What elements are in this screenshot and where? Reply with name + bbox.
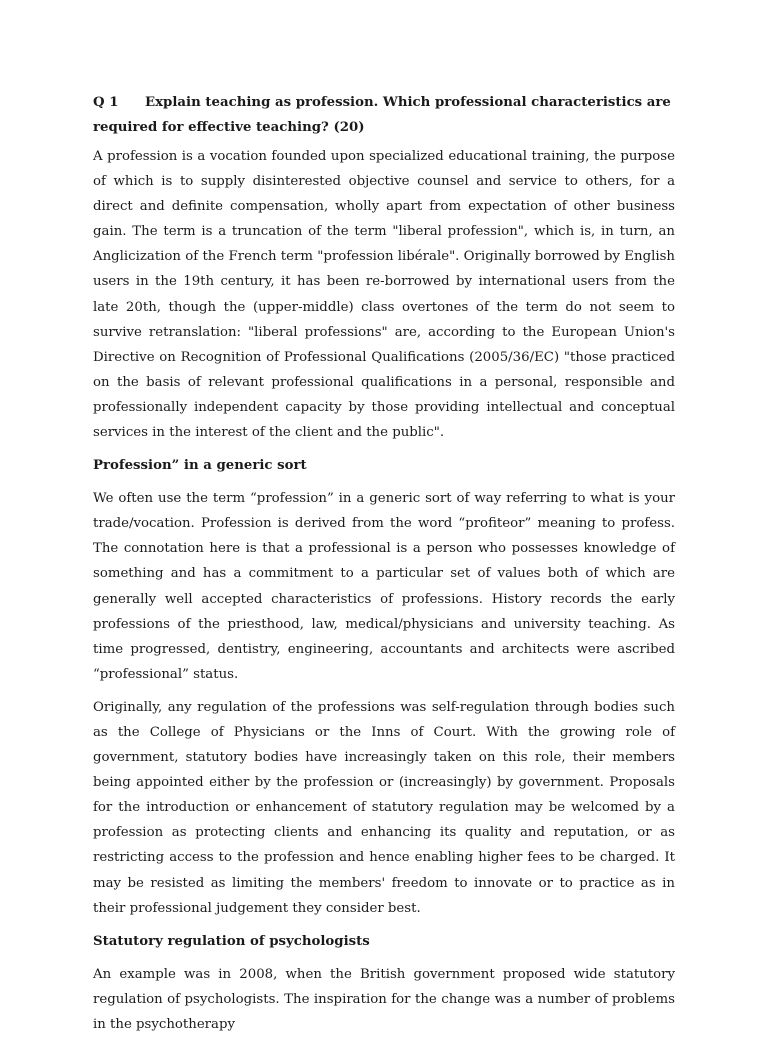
paragraph-regulation: Originally, any regulation of the professions was self-regulation through bodies such as the College of Physicians or the Inns of Court. With the growing role of government, statutory bodies have increasingly taken on this role, their members being appointed either by the profession or (increasingly) by government. Proposals for the introduction or enhancement of statutory regulation may be welcomed by a profession as protecting clients and enhancing its quality and reputation, or as restricting access to the profession and hence enabling higher fees to be charged. It may be resisted as limiting the members' freedom to innovate or to practice as in their professional judgement they consider best. [93,699,675,916]
paragraph-profession-definition: A profession is a vocation founded upon specialized educational training, the purpose of which is to supply disinterested objective counsel and service to others, for a direct and definite compensation, wholly apart from expectation of other business gain. The term is a truncation of the term "liberal profession", which is, in turn, an Anglicization of the French term "profession libérale". Originally borrowed by English users in the 19th century, it has been re-borrowed by international users from the late 20th, though the (upper-middle) class overtones of the term do not seem to survive retranslation: "liberal professions" are, according to the European Union's Directive on Recognition of Professional Qualifications (2005/36/EC) "those practiced on the basis of relevant professional qualifications in a personal, responsible and professionally independent capacity by those providing intellectual and conceptual services in the interest of the client and the public". [93,149,675,441]
question-text: Explain teaching as profession. Which professional characteristics are required for effective teaching? (20) [93,95,671,135]
question-heading [93,90,675,140]
document-page [93,90,675,1045]
section-heading-generic-sort: Profession” in a generic sort [93,458,307,474]
paragraph-psychologists: An example was in 2008, when the British government proposed wide statutory regulation of psychologists. The inspiration for the change was a number of problems in the psychotherapy [93,966,675,1032]
section-heading-statutory-regulation: Statutory regulation of psychologists [93,933,370,949]
paragraph-generic-profession: We often use the term “profession” in a generic sort of way referring to what is your trade/vocation. Profession is derived from the word “profiteor” meaning to profess. The connotation here is that a professional is a person who possesses knowledge of something and has a commitment to a particular set of values both of which are generally well accepted characteristics of professions. History records the early professions of the priesthood, law, medical/physicians and university teaching. As time progressed, dentistry, engineering, accountants and architects were ascribed “professional” status. [93,491,675,682]
question-number: Q 1 [93,95,119,110]
